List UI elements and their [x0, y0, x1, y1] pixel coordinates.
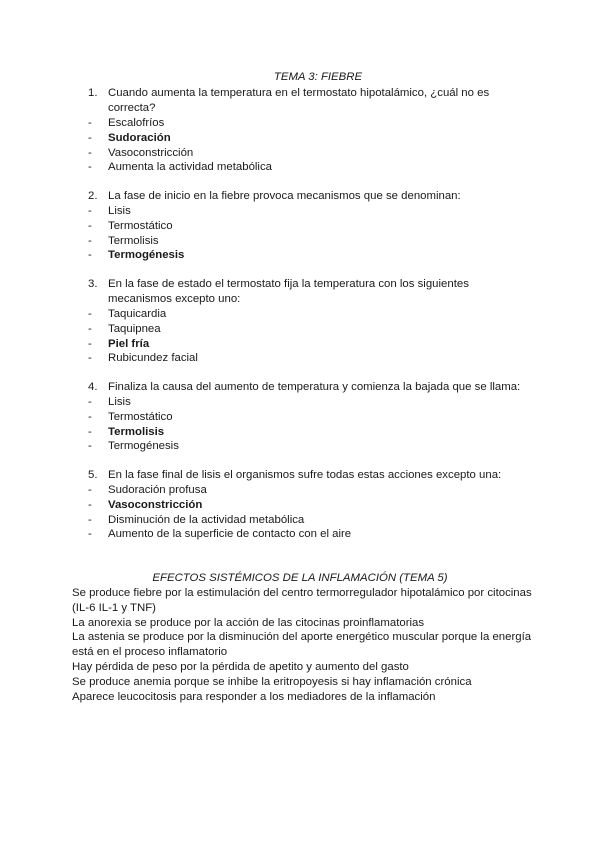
- body-line: está en el proceso inflamatorio: [72, 646, 228, 659]
- option-item: - Taquipnea: [88, 322, 161, 335]
- question-text: Finaliza la causa del aumento de temperatura y comienza la bajada que se llama:: [108, 381, 521, 393]
- section-title: EFECTOS SISTÉMICOS DE LA INFLAMACIÓN (TEMA 5): [152, 572, 448, 584]
- question-3: [88, 277, 528, 307]
- body-line: La anorexia se produce por la acción de las citocinas proinflamatorias: [72, 616, 425, 629]
- body-line: La astenia se produce por la disminución del aporte energético muscular porque la energía: [72, 631, 532, 644]
- body-line: Aparece leucocitosis para responder a los mediadores de la inflamación: [72, 690, 436, 703]
- option-item: - Termostático: [88, 219, 173, 232]
- option-item-correct: - Piel fría: [88, 337, 150, 350]
- option-item: - Taquicardia: [88, 308, 167, 320]
- options-4: [88, 395, 528, 454]
- option-item: - Vasoconstricción: [88, 146, 194, 159]
- body-line: Se produce anemia porque se inhibe la eritropoyesis si hay inflamación crónica: [72, 675, 472, 688]
- option-item: - Escalofríos: [88, 117, 165, 129]
- option-item: - Lisis: [88, 205, 131, 217]
- question-2: [88, 189, 528, 204]
- option-item-correct: - Termogénesis: [88, 249, 185, 262]
- question-text: Cuando aumenta la temperatura en el termostato hipotalámico, ¿cuál no es correcta?: [108, 87, 490, 114]
- question-number: 5.: [88, 469, 98, 481]
- option-item: - Lisis: [88, 396, 131, 408]
- page-title: TEMA 3: FIEBRE: [273, 71, 363, 83]
- option-item: - Disminución de la actividad metabólica: [88, 513, 305, 526]
- options-1: [88, 116, 528, 175]
- body-line: (IL-6 IL-1 y TNF): [72, 601, 156, 614]
- body-line: Hay pérdida de peso por la pérdida de apetito y aumento del gasto: [72, 660, 409, 673]
- option-item: - Termostático: [88, 410, 173, 423]
- option-item-correct: - Sudoración: [88, 131, 171, 144]
- options-2: [88, 204, 528, 263]
- question-number: 4.: [88, 381, 98, 393]
- option-item: - Aumento de la superficie de contacto con el aire: [88, 528, 352, 541]
- question-number: 2.: [88, 190, 98, 202]
- option-item: - Termolisis: [88, 234, 159, 247]
- options-3: [88, 307, 528, 366]
- option-item: - Rubicundez facial: [88, 352, 198, 365]
- option-item-correct: - Termolisis: [88, 425, 165, 438]
- option-item: - Aumenta la actividad metabólica: [88, 161, 272, 174]
- options-5: [88, 483, 528, 542]
- question-number: 3.: [88, 278, 98, 290]
- question-5: [88, 468, 528, 483]
- question-text: En la fase de estado el termostato fija la temperatura con los siguientes mecanismos excepto uno:: [108, 278, 469, 305]
- question-number: 1.: [88, 87, 98, 99]
- question-text: La fase de inicio en la fiebre provoca mecanismos que se denominan:: [108, 190, 461, 202]
- section-body: [72, 586, 532, 704]
- option-item-correct: - Vasoconstricción: [88, 498, 203, 511]
- question-1: [88, 86, 528, 116]
- option-item: - Sudoración profusa: [88, 484, 207, 496]
- body-line: Se produce fiebre por la estimulación del centro termorregulador hipotalámico por citocinas: [72, 587, 532, 599]
- question-text: En la fase final de lisis el organismos sufre todas estas acciones excepto una:: [108, 469, 502, 481]
- question-4: [88, 380, 528, 395]
- option-item: - Termogénesis: [88, 440, 179, 453]
